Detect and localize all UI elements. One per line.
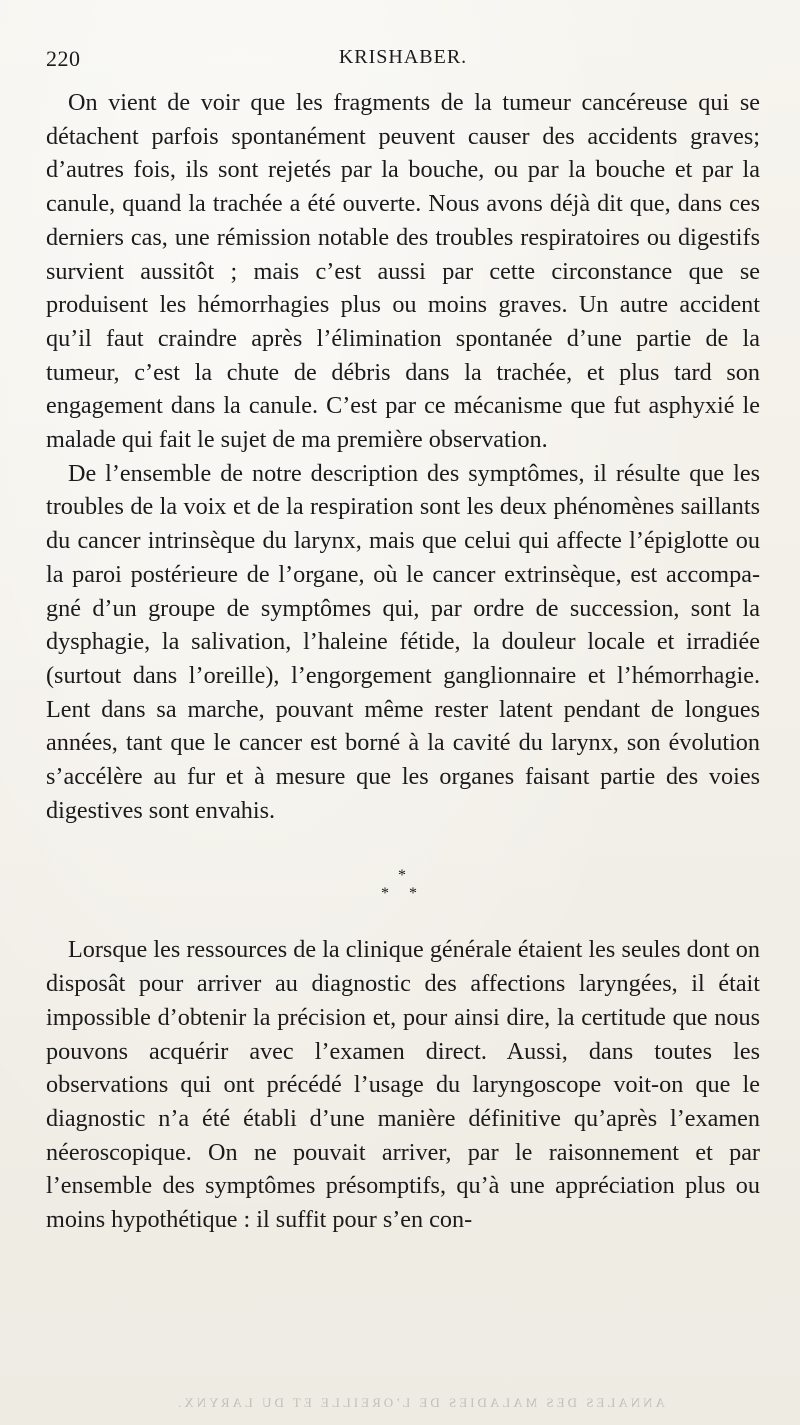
separator-stars-bottom: * * <box>381 885 425 903</box>
paragraph-1: On vient de voir que les fragments de la tumeur cancéreuse qui se détachent parfois spontanément peuvent causer des accidents graves; d’autres fois, ils sont rejetés par la bouche, ou par la bouche et par la canule, quand la trachée a été ouverte. Nous avons déjà dit que, dans ces derniers cas, une rémission notable des troubles respiratoires ou digestifs survient aussitôt ; mais c’est aussi par cette circonstance que se produisent les hémorrhagies plus ou moins graves. Un autre accident qu’il faut craindre après l’élimination spontanée d’une partie de la tumeur, c’est la chute de débris dans la trachée, et plus tard son engagement dans la canule. C’est par ce mécanisme que fut asphyxié le malade qui fait le sujet de ma première observation. <box>46 89 760 454</box>
paragraph-3: Lorsque les ressources de la clinique générale étaient les seules dont on disposât pour arriver au diagnostic des affections laryngées, il était impossible d’obtenir la précision et, pour ainsi dire, la certitude que nous pouvons acquérir avec l’examen direct. Aussi, dans toutes les observations qui ont précédé l’usage du laryngoscope voit-on que le diagnostic n’a été établi d’une manière définitive qu’après l’examen néeroscopique. On ne pouvait arriver, par le raisonnement et par l’ensemble des symptômes présomptifs, qu’à une appréciation plus ou moins hypothétique : il suffit pour s’en con- <box>46 936 760 1234</box>
bleed-through-text: ANNALES DES MALADIES DE L’OREILLE ET DU LARYNX. <box>175 1395 665 1410</box>
running-head: KRISHABER. <box>338 46 468 68</box>
page-header <box>46 34 760 78</box>
separator-star-top: * <box>398 867 408 885</box>
section-separator <box>46 867 760 903</box>
paragraph-2: De l’ensemble de notre description des symptômes, il résulte que les troubles de la voix et de la respiration sont les deux phénomènes saillants du cancer intrinsèque du larynx, mais que celui qui affecte l’épiglotte ou la paroi postérieure de l’organe, où le cancer extrinsèque, est accompagné d’un groupe de symptômes qui, par ordre de succession, sont la dysphagie, la salivation, l’haleine fétide, la douleur locale et irradiée (surtout dans l’oreille), l’engorgement ganglionnaire et l’hémorrhagie. Lent dans sa marche, pouvant même rester latent pendant de longues années, tant que le cancer est borné à la cavité du larynx, son évolution s’accélère au fur et à mesure que les organes faisant partie des voies digestives sont envahis. <box>46 459 760 824</box>
page-number: 220 <box>46 46 81 71</box>
